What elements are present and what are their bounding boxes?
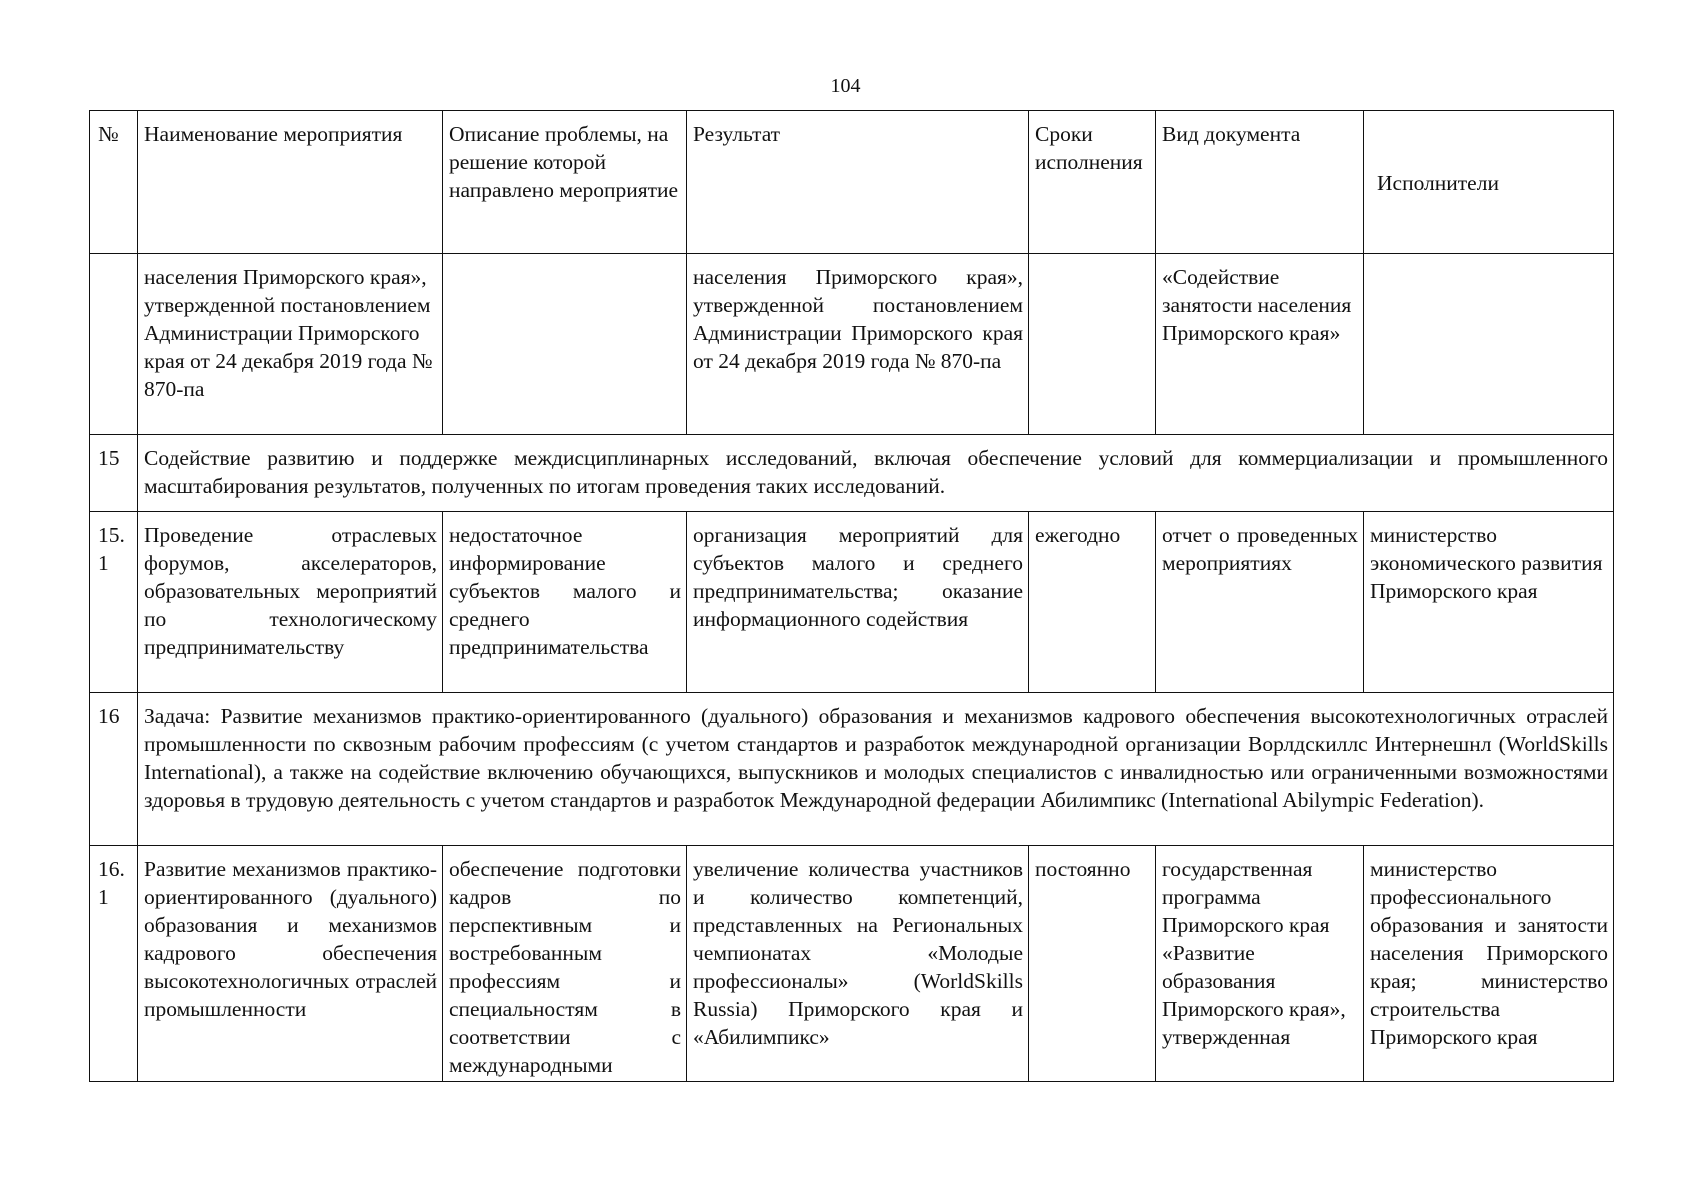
page-number: 104 xyxy=(830,75,861,97)
table-row-15 xyxy=(90,435,1614,512)
cell-term: ежегодно xyxy=(1029,512,1156,693)
cell-problem: недостаточное информирование субъектов малого и среднего предпринимательства xyxy=(443,512,687,693)
header-doc: Вид документа xyxy=(1156,111,1364,254)
cell-executors: министерство профессионального образования и занятости населения Приморского края; министерство строительства Приморского края xyxy=(1364,846,1614,1082)
cell-num: 15.1 xyxy=(90,512,138,693)
cell-name: Развитие механизмов практико-ориентированного (дуального) образования и механизмов кадрового обеспечения высокотехнологичных отраслей промышленности xyxy=(138,846,443,1082)
cell-result: населения Приморского края», утвержденной постановлением Администрации Приморского края от 24 декабря 2019 года № 870-па xyxy=(687,254,1029,435)
cell-term xyxy=(1029,254,1156,435)
cell-doc: отчет о проведенных мероприятиях xyxy=(1156,512,1364,693)
cell-doc: «Содействие занятости населения Приморского края» xyxy=(1156,254,1364,435)
header-term: Сроки исполнения xyxy=(1029,111,1156,254)
cell-term: постоянно xyxy=(1029,846,1156,1082)
table-row-15-1 xyxy=(90,512,1614,693)
cell-doc: государственная программа Приморского края «Развитие образования Приморского края», утвержденная xyxy=(1156,846,1364,1082)
cell-result: увеличение количества участников и количество компетенций, представленных на Региональных чемпионатах «Молодые профессионалы» (WorldSkills Russia) Приморского края и «Абилимпикс» xyxy=(687,846,1029,1082)
cell-num: 16 xyxy=(90,693,138,846)
table-row-16-1 xyxy=(90,846,1614,1082)
cell-num: 16.1 xyxy=(90,846,138,1082)
cell-name: населения Приморского края», утвержденной постановлением Администрации Приморского края от 24 декабря 2019 года № 870-па xyxy=(138,254,443,435)
header-name: Наименование мероприятия xyxy=(138,111,443,254)
header-num: № xyxy=(90,111,138,254)
cell-name: Проведение отраслевых форумов, акселераторов, образовательных мероприятий по технологическому предпринимательству xyxy=(138,512,443,693)
cell-executors xyxy=(1364,254,1614,435)
table-header-row xyxy=(90,111,1614,254)
cell-executors: министерство экономического развития Приморского края xyxy=(1364,512,1614,693)
table-row-16 xyxy=(90,693,1614,846)
measures-table xyxy=(89,110,1614,1082)
task-heading-16: Задача: Развитие механизмов практико-ориентированного (дуального) образования и механизмов кадрового обеспечения высокотехнологичных отраслей промышленности по сквозным рабочим профессиям (с учетом стандартов и разработок международной организации Ворлдскиллс Интернешнл (WorldSkills International), а также на содействие включению обучающихся, выпускников и молодых специалистов с инвалидностью или ограниченными возможностями здоровья в трудовую деятельность с учетом стандартов и разработок Международной федерации Абилимпикс (International Abilympic Federation). xyxy=(138,693,1614,846)
cell-problem: обеспечение подготовки кадров по перспективным и востребованным профессиям и специальностям в соответствии с международными xyxy=(443,846,687,1082)
header-problem: Описание проблемы, на решение которой направлено мероприятие xyxy=(443,111,687,254)
table-row-continuation xyxy=(90,254,1614,435)
cell-problem xyxy=(443,254,687,435)
header-executors: Исполнители xyxy=(1364,111,1614,254)
cell-result: организация мероприятий для субъектов малого и среднего предпринимательства; оказание информационного содействия xyxy=(687,512,1029,693)
cell-num xyxy=(90,254,138,435)
header-result: Результат xyxy=(687,111,1029,254)
section-heading-15: Содействие развитию и поддержке междисциплинарных исследований, включая обеспечение условий для коммерциализации и промышленного масштабирования результатов, полученных по итогам проведения таких исследований. xyxy=(138,435,1614,512)
cell-num: 15 xyxy=(90,435,138,512)
